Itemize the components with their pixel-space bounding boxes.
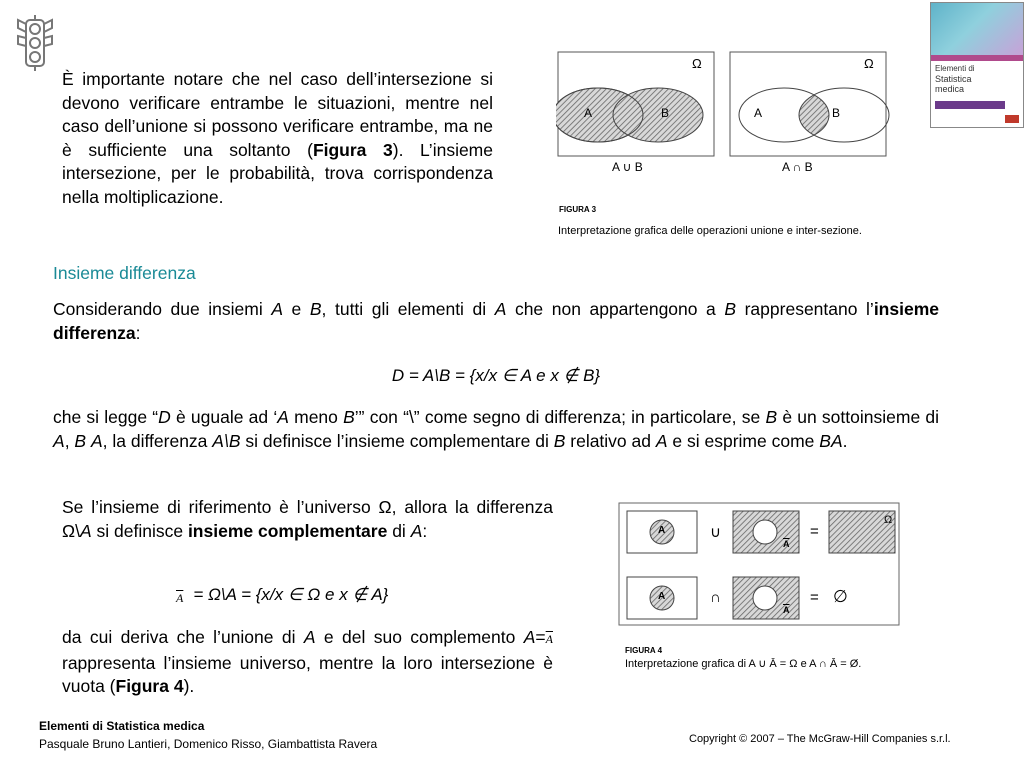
fig4-inter-op: ∩ [710,589,721,606]
omega-label-union: Ω [692,56,702,71]
figure-4-caption: Interpretazione grafica di A ∪ Ā = Ω e A ∩ Ā = Ø. [625,658,862,670]
footer-copyright: Copyright © 2007 – The McGraw-Hill Companies s.r.l. [689,733,951,745]
complement-formula [176,585,388,606]
complement-formula-text: = Ω\A = {x/x ∈ Ω e x ∉ A} [193,585,389,604]
set-b-label-inter: B [832,106,841,120]
intro-paragraph: È importante notare che nel caso dell’intersezione si devono verificare entrambe le situazioni, mentre nel caso dell’unione si possono verificare entrambe, ma ne è sufficiente una soltanto (Figura 3). L’insieme intersezione, per le probabilità, trova corrispondenza nella moltiplicazione. [62,69,493,207]
traffic-light-icon [14,14,56,72]
fig4-union-op: ∪ [710,524,721,541]
final-paragraph: da cui deriva che l’unione di A e del suo complemento $A=\overline{A}$ rappresenta l’insieme universo, mentre la loro intersezione è vuota (Figura 4). [62,627,553,696]
figure-3-venn-diagrams [556,48,896,198]
union-caption: A ∪ B [612,160,643,174]
reading-paragraph: che si legge “D è uguale ad ‘A meno B’” con “\” come segno di differenza; in particolare, se B è un sottoinsieme di A, B A, la differenza A\B si definisce l’insieme complementare di B relativo ad A e si esprime come BA. [53,407,939,451]
set-a-label-inter: A [754,106,763,120]
fig4-set-a-1: A [658,525,666,536]
a-bar-symbol: $\overline{A}$ [176,591,184,605]
figure-3-label: FIGURA 3 [559,205,597,214]
figure-4-label: FIGURA 4 [625,646,663,655]
set-a-label-union: A [584,106,593,120]
book-cover-title: Elementi di Statistica medica [935,64,975,94]
difference-formula: D = A\B = {x/x ∈ A e x ∉ B} [391,366,601,385]
fig4-equals-1: = [810,523,819,540]
difference-paragraph: Considerando due insiemi A e B, tutti gli elementi di A che non appartengono a B rappresentano l’insieme differenza: [53,299,939,343]
figure-4 [617,501,907,671]
set-b-label-union: B [661,106,670,120]
footer-authors: Pasquale Bruno Lantieri, Domenico Risso, Giambattista Ravera [39,737,378,751]
fig4-abar-2: $\overline{A}$ [783,605,790,615]
figure-3 [556,48,896,263]
inter-caption: A ∩ B [782,160,813,174]
fig4-abar-1: $\overline{A}$ [783,539,790,549]
omega-label-inter: Ω [864,56,874,71]
figure-3-caption: Interpretazione grafica delle operazioni unione e inter-sezione. [558,225,862,237]
section-title: Insieme differenza [53,263,196,283]
book-cover-image [930,2,1024,128]
complement-paragraph: Se l’insieme di riferimento è l’universo Ω, allora la differenza Ω\A si definisce insieme complementare di A: [62,497,553,541]
footer-title: Elementi di Statistica medica [39,719,205,733]
fig4-empty-set: ∅ [833,587,848,606]
fig4-set-a-2: A [658,591,666,602]
fig4-omega: Ω [884,514,893,526]
fig4-equals-2: = [810,589,819,606]
figure-4-venn-diagrams [617,501,907,631]
